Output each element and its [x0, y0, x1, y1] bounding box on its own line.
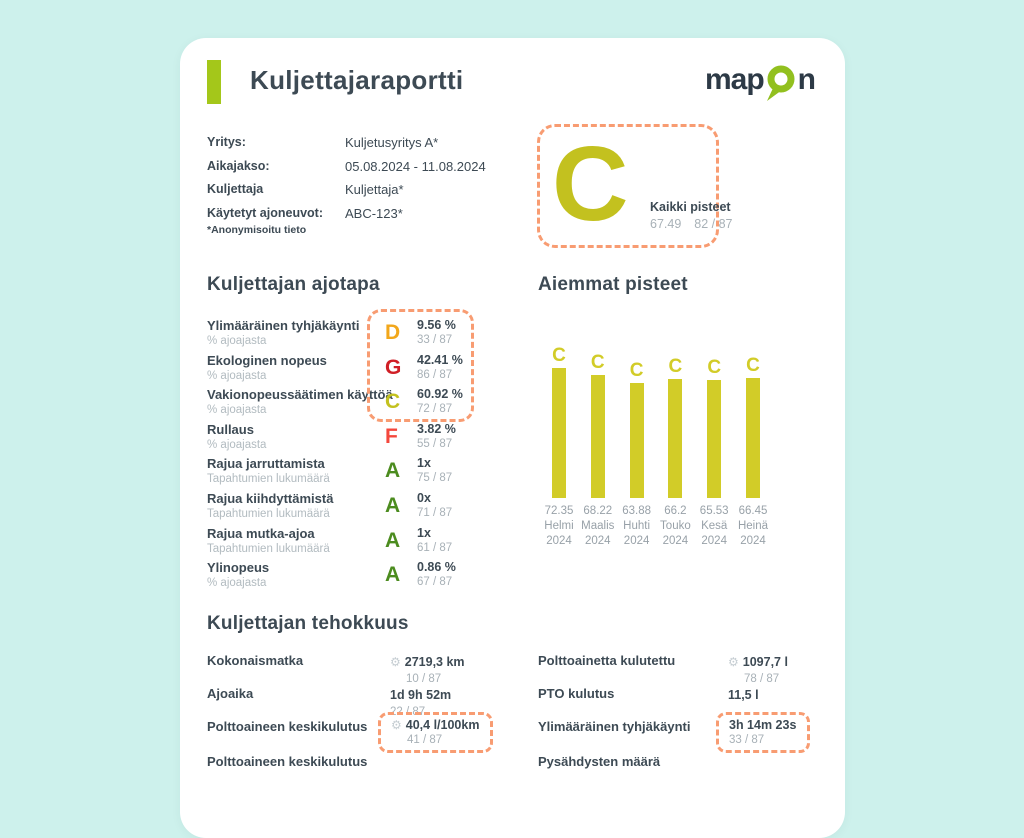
metric-text	[207, 422, 385, 457]
anonymized-footnote: *Anonymisoitu tieto	[207, 224, 307, 236]
bar-grade-label: C	[668, 356, 683, 377]
efficiency-value-cell	[728, 655, 819, 685]
bar-value-label: 65.53	[699, 505, 729, 517]
efficiency-value: 11,5 l	[728, 688, 759, 702]
metric-label: Rajua kiihdyttämistä	[207, 490, 334, 506]
bar-axis-label	[734, 504, 772, 549]
total-score-text	[650, 200, 733, 231]
efficiency-value: 3h 14m 23s	[729, 718, 797, 732]
efficiency-column-right	[538, 653, 819, 787]
metric-value: 3.82 %	[417, 421, 456, 436]
efficiency-value: 1097,7 l	[742, 655, 788, 669]
bar-axis-label	[656, 504, 694, 549]
bar-month-label: Heinä	[737, 520, 769, 532]
bar-month-label: Helmi	[544, 520, 574, 532]
bar-grade-label: C	[552, 345, 566, 366]
gear-icon: ⚙	[391, 718, 402, 732]
metric-sublabel: Tapahtumien lukumäärä	[207, 473, 330, 486]
metric-text	[207, 318, 385, 353]
metric-sublabel: Tapahtumien lukumäärä	[207, 542, 330, 555]
info-label: Käytetyt ajoneuvot:	[207, 205, 323, 220]
efficiency-column-left	[207, 653, 538, 787]
chart-bar	[707, 380, 721, 498]
metric-text	[207, 560, 385, 595]
driving-style-row	[207, 491, 517, 526]
efficiency-label: Ylimääräinen tyhjäkäynti	[538, 719, 691, 734]
efficiency-value-cell	[716, 712, 810, 753]
efficiency-label: Polttoaineen keskikulutus	[207, 719, 368, 734]
bar-axis-label	[695, 504, 733, 549]
metric-values	[417, 560, 517, 595]
metric-text	[207, 387, 393, 422]
metric-text	[207, 353, 385, 388]
metric-label: Ylimääräinen tyhjäkäynti	[207, 318, 360, 333]
previous-scores-chart	[540, 338, 772, 498]
metric-values	[417, 387, 517, 422]
bar-month-label: Touko	[660, 520, 691, 532]
bar-year-label: 2024	[546, 535, 572, 547]
metric-rank: 33 / 87	[417, 334, 453, 346]
bar-grade-label: C	[590, 352, 605, 373]
efficiency-value-wrap	[728, 719, 819, 753]
report-card	[180, 38, 845, 838]
metric-values	[417, 422, 517, 457]
metric-rank: 71 / 87	[417, 506, 453, 519]
metric-grade: A	[385, 528, 401, 552]
metric-sublabel: % ajoajasta	[207, 335, 267, 347]
efficiency-label: Polttoainetta kulutettu	[538, 653, 676, 668]
chart-bar-group	[695, 358, 733, 498]
driving-style-heading: Kuljettajan ajotapa	[207, 274, 380, 295]
metric-label: Ylinopeus	[207, 560, 270, 576]
metric-text	[207, 491, 385, 526]
metric-value: 1x	[417, 456, 431, 471]
metric-values	[417, 318, 517, 353]
efficiency-rank: 22 / 87	[390, 706, 426, 718]
efficiency-label: Pysähdysten määrä	[538, 754, 661, 769]
info-value: Kuljettaja*	[345, 182, 404, 197]
title-accent-bar	[207, 60, 221, 104]
bar-value-label: 66.2	[664, 505, 687, 517]
metric-rank: 61 / 87	[417, 541, 453, 554]
bar-grade-label: C	[707, 357, 722, 378]
metric-value: 42.41 %	[417, 352, 463, 367]
bar-year-label: 2024	[623, 535, 650, 547]
mapon-logo	[705, 65, 815, 110]
efficiency-row	[207, 653, 538, 686]
report-info	[207, 135, 486, 221]
driving-style-row	[207, 526, 517, 561]
metric-grade: A	[385, 493, 401, 517]
metric-sublabel: % ajoajasta	[207, 577, 267, 590]
metric-label: Rajua jarruttamista	[207, 456, 325, 472]
total-score-box	[537, 124, 733, 248]
bar-grade-label: C	[746, 355, 760, 376]
efficiency-value: 40,4 l/100km	[405, 718, 480, 732]
metric-value: 0x	[417, 490, 431, 505]
bar-month-label: Kesä	[701, 520, 728, 532]
metric-grade: D	[385, 321, 401, 344]
efficiency-rank: 10 / 87	[406, 673, 442, 685]
metric-label: Vakionopeussäätimen käyttöä	[207, 387, 393, 403]
chart-bar-group	[579, 353, 617, 498]
metric-grade: G	[385, 355, 402, 379]
metric-values	[417, 526, 517, 561]
metric-label: Rullaus	[207, 421, 254, 437]
efficiency-value-wrap	[728, 653, 819, 686]
efficiency-value-cell	[390, 655, 538, 685]
efficiency-rank: 78 / 87	[744, 673, 780, 685]
metric-sublabel: % ajoajasta	[207, 404, 267, 417]
info-value: ABC-123*	[345, 205, 403, 221]
info-label: Yritys:	[207, 135, 246, 149]
info-label: Aikajakso:	[207, 158, 270, 173]
bar-month-label: Huhti	[623, 520, 651, 532]
info-value: 05.08.2024 - 11.08.2024	[345, 158, 486, 174]
previous-scores-labels	[540, 504, 772, 549]
chart-bar-group	[540, 346, 578, 498]
efficiency-label: PTO kulutus	[538, 686, 615, 701]
efficiency-value-wrap	[390, 653, 538, 686]
efficiency-value-wrap	[728, 754, 819, 787]
total-score-value: 67.49	[650, 217, 682, 231]
efficiency-row	[538, 754, 819, 787]
logo-text-right: n	[797, 63, 815, 96]
metric-sublabel: % ajoajasta	[207, 369, 267, 382]
chart-bar-group	[618, 361, 656, 498]
chart-bar-group	[656, 357, 694, 498]
metric-rank: 72 / 87	[417, 403, 453, 416]
total-score-grade: C	[552, 125, 629, 243]
metric-sublabel: % ajoajasta	[207, 438, 267, 451]
driving-style-row	[207, 422, 517, 457]
chart-bar	[591, 375, 605, 498]
driving-style-rows	[207, 318, 517, 595]
efficiency-label: Kokonaismatka	[207, 653, 304, 668]
logo-text-left: map	[704, 63, 764, 96]
metric-value: 60.92 %	[417, 387, 463, 402]
total-score-numbers	[650, 217, 733, 231]
bar-year-label: 2024	[662, 535, 689, 547]
metric-grade: F	[385, 424, 398, 448]
metric-rank: 67 / 87	[417, 576, 453, 589]
chart-bar-group	[734, 356, 772, 498]
bar-value-label: 72.35	[544, 505, 574, 517]
efficiency-label: Polttoaineen keskikulutus	[207, 754, 368, 769]
efficiency-label: Ajoaika	[207, 686, 254, 701]
efficiency-row	[538, 719, 819, 752]
metric-grade: A	[385, 459, 401, 483]
driving-style-row	[207, 560, 517, 595]
metric-text	[207, 456, 385, 491]
metric-values	[417, 353, 517, 388]
metric-rank: 75 / 87	[417, 472, 453, 485]
efficiency-value-cell	[378, 712, 493, 753]
metric-grade: A	[385, 563, 401, 587]
efficiency-rank: 41 / 87	[407, 734, 443, 746]
efficiency-value-cell	[728, 688, 759, 702]
info-label: Kuljettaja	[207, 182, 264, 196]
bar-grade-label: C	[629, 360, 644, 381]
bar-month-label: Maalis	[581, 520, 615, 532]
metric-value: 9.56 %	[417, 318, 456, 332]
efficiency-grid	[207, 653, 819, 787]
metric-values	[417, 456, 517, 491]
efficiency-row	[207, 719, 538, 752]
metric-value: 1x	[417, 525, 431, 540]
gear-icon: ⚙	[728, 655, 739, 669]
metric-label: Rajua mutka-ajoa	[207, 525, 315, 541]
metric-text	[207, 526, 385, 561]
bar-value-label: 66.45	[738, 505, 768, 517]
chart-bar	[746, 378, 760, 498]
logo-pin-icon	[764, 65, 798, 110]
bar-value-label: 68.22	[583, 505, 613, 517]
efficiency-row	[207, 754, 538, 787]
efficiency-value: 2719,3 km	[404, 655, 465, 669]
driving-style-row	[207, 387, 517, 422]
previous-scores-heading: Aiemmat pisteet	[538, 274, 688, 295]
metric-rank: 86 / 87	[417, 368, 453, 381]
bar-axis-label	[540, 504, 578, 549]
chart-bar	[668, 379, 682, 498]
bar-year-label: 2024	[701, 535, 727, 547]
total-score-rank: 82 / 87	[694, 217, 733, 231]
info-value: Kuljetusyritys A*	[345, 135, 439, 150]
bar-year-label: 2024	[585, 535, 611, 547]
total-score-label: Kaikki pisteet	[650, 200, 731, 214]
efficiency-value-wrap	[390, 719, 538, 753]
chart-bar	[552, 368, 566, 498]
metric-rank: 55 / 87	[417, 437, 453, 450]
efficiency-heading: Kuljettajan tehokkuus	[207, 613, 409, 634]
bar-value-label: 63.88	[622, 505, 651, 517]
bar-year-label: 2024	[740, 535, 766, 547]
metric-values	[417, 491, 517, 526]
metric-value: 0.86 %	[417, 560, 456, 575]
efficiency-value: 1d 9h 52m	[390, 688, 452, 702]
driving-style-row	[207, 456, 517, 491]
efficiency-value-wrap	[390, 754, 538, 787]
metric-sublabel: Tapahtumien lukumäärä	[207, 507, 330, 520]
bar-axis-label	[579, 504, 617, 549]
driving-style-row	[207, 318, 517, 353]
chart-bar	[630, 383, 644, 498]
driving-style-row	[207, 353, 517, 388]
metric-grade: C	[385, 390, 401, 414]
efficiency-row	[538, 653, 819, 686]
metric-label: Ekologinen nopeus	[207, 352, 327, 368]
bar-axis-label	[618, 504, 656, 549]
page-title: Kuljettajaraportti	[250, 65, 464, 95]
gear-icon: ⚙	[390, 655, 401, 669]
efficiency-rank: 33 / 87	[729, 734, 765, 746]
